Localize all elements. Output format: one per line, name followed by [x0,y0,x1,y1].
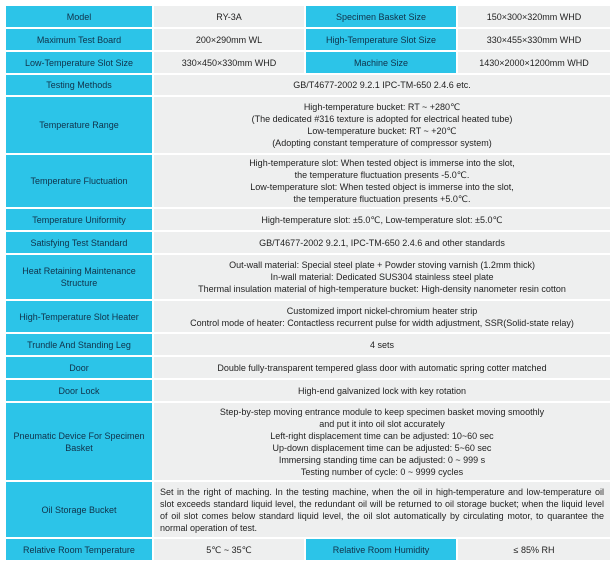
table-row [6,232,610,253]
text-line: Customized import nickel-chromium heater strip [286,305,478,316]
label-test-standard: Satisfying Test Standard [6,232,152,253]
spec-table [4,4,612,562]
table-row [6,380,610,401]
label-pneumatic: Pneumatic Device For Specimen Basket [6,403,152,480]
value-temp-range [154,97,610,153]
table-row [6,403,610,480]
table-row [6,75,610,95]
text-line: Control mode of heater: Contactless recurrent pulse for width adjustment, SSR(Solid-state relay) [190,317,574,328]
value-low-slot-size: 330×450×330mm WHD [154,52,304,73]
label-temp-range: Temperature Range [6,97,152,153]
label-door-lock: Door Lock [6,380,152,401]
table-row [6,301,610,332]
value-high-slot-size: 330×455×330mm WHD [458,29,610,50]
label-trundle: Trundle And Standing Leg [6,334,152,355]
text-line: Low-temperature slot: When tested object is immerse into the slot, [250,182,514,192]
label-room-temp: Relative Room Temperature [6,539,152,560]
label-temp-fluct: Temperature Fluctuation [6,155,152,207]
value-door: Double fully-transparent tempered glass door with automatic spring cotter matched [154,357,610,378]
table-row [6,334,610,355]
text-line: Low-temperature bucket: RT ~ +20℃ [307,126,457,136]
text-line: High-temperature slot: When tested object is immerse into the slot, [249,158,515,168]
value-temp-fluct [154,155,610,207]
value-pneumatic [154,403,610,480]
label-door: Door [6,357,152,378]
label-machine-size: Machine Size [306,52,456,73]
text-line: Step-by-step moving entrance module to keep specimen basket moving smoothly [219,406,545,417]
table-row [6,97,610,153]
label-test-methods: Testing Methods [6,75,152,95]
value-temp-uniformity: High-temperature slot: ±5.0℃, Low-temperature slot: ±5.0℃ [154,209,610,230]
value-test-standard: GB/T4677-2002 9.2.1, IPC-TM-650 2.4.6 and other standards [154,232,610,253]
value-max-board: 200×290mm WL [154,29,304,50]
table-row [6,255,610,299]
text-line: In-wall material: Dedicated SUS304 stainless steel plate [270,272,494,282]
value-basket-size: 150×300×320mm WHD [458,6,610,27]
value-trundle: 4 sets [154,334,610,355]
label-low-slot-size: Low-Temperature Slot Size [6,52,152,73]
label-temp-uniformity: Temperature Uniformity [6,209,152,230]
label-model: Model [6,6,152,27]
value-room-humidity: ≤ 85% RH [458,539,610,560]
label-high-slot-size: High-Temperature Slot Size [306,29,456,50]
text-line: Up-down displacement time can be adjusted: 5~60 sec [272,442,492,453]
table-row [6,29,610,50]
text-line: (Adopting constant temperature of compressor system) [272,138,492,148]
text-line: Immersing standing time can be adjusted: 0 ~ 999 s [278,454,486,465]
table-row [6,482,610,537]
text-line: Out-wall material: Special steel plate + Powder stoving varnish (1.2mm thick) [229,260,535,270]
table-row [6,52,610,73]
text-line: the temperature fluctuation presents +5.0℃. [293,194,471,204]
label-heat-structure: Heat Retaining Maintenance Structure [6,255,152,299]
value-heater [154,301,610,332]
value-door-lock: High-end galvanized lock with key rotation [154,380,610,401]
table-row [6,209,610,230]
table-row [6,155,610,207]
label-room-humidity: Relative Room Humidity [306,539,456,560]
value-heat-structure [154,255,610,299]
text-line: (The dedicated #316 texture is adopted for electrical heated tube) [251,114,513,124]
table-row [6,6,610,27]
value-oil-bucket: Set in the right of maching. In the testing machine, when the oil in high-temperature and low-temperature oil slot exceeds standard liquid level, the redundant oil will be returned to oil storage bucket; when the liquid level of oil slot comes below standard liquid level, the oil slot automatically by circulating motor, to quarantee the normal operation of test. [154,482,610,537]
label-max-board: Maximum Test Board [6,29,152,50]
text-line: and put it into oil slot accurately [319,418,445,429]
text-line: the temperature fluctuation presents -5.0℃. [294,170,470,180]
text-line: Testing number of cycle: 0 ~ 9999 cycles [300,466,464,477]
text-line: Thermal insulation material of high-temperature bucket: High-density nanometer resin cotton [198,284,566,294]
value-model: RY-3A [154,6,304,27]
label-basket-size: Specimen Basket Size [306,6,456,27]
table-row [6,539,610,560]
text-line: High-temperature bucket: RT ~ +280℃ [303,102,461,112]
table-row [6,357,610,378]
value-test-methods: GB/T4677-2002 9.2.1 IPC-TM-650 2.4.6 etc. [154,75,610,95]
label-oil-bucket: Oil Storage Bucket [6,482,152,537]
label-heater: High-Temperature Slot Heater [6,301,152,332]
text-line: Left-right displacement time can be adjusted: 10~60 sec [270,430,494,441]
value-machine-size: 1430×2000×1200mm WHD [458,52,610,73]
value-room-temp: 5℃ ~ 35℃ [154,539,304,560]
